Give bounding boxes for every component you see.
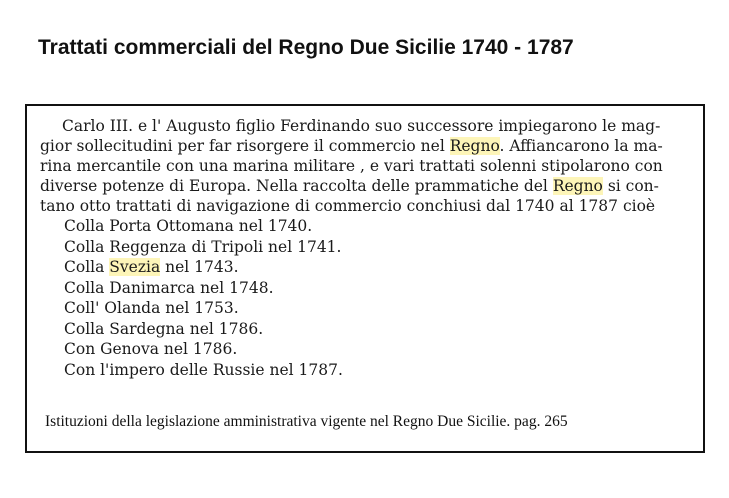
treaty-list xyxy=(40,216,662,380)
treaty-item: Con l'impero delle Russie nel 1787. xyxy=(64,360,343,379)
paragraph-line-4-text-b: si con- xyxy=(602,177,659,195)
paragraph-line-1: Carlo III. e l' Augusto figlio Ferdinando suo successore impiegarono le mag- xyxy=(62,117,661,135)
treaty-item: Colla Porta Ottomana nel 1740. xyxy=(64,217,313,235)
treaty-item-text-b: nel 1743. xyxy=(160,258,239,276)
treaty-item: Con Genova nel 1786. xyxy=(64,340,238,358)
paragraph-line-3: rina mercantile con una marina militare , e vari trattati solenni stipolarono con xyxy=(40,157,663,175)
treaty-item xyxy=(40,257,662,278)
source-caption: Istituzioni della legislazione amministrativa vigente nel Regno Due Sicilie. pag. 265 xyxy=(45,413,568,430)
scanned-text-block xyxy=(40,116,662,380)
highlight-svezia: Svezia xyxy=(109,258,161,276)
page-title: Trattati commerciali del Regno Due Sicilie 1740 - 1787 xyxy=(38,36,574,59)
treaty-item: Colla Sardegna nel 1786. xyxy=(64,319,264,338)
paragraph-line-2-text-a: gior sollecitudini per far risorgere il commercio nel xyxy=(40,137,450,155)
paragraph-line-4 xyxy=(40,176,662,196)
paragraph-line-4-text-a: diverse potenze di Europa. Nella raccolta delle prammatiche del xyxy=(40,177,553,195)
treaty-item-text-a: Colla xyxy=(64,258,110,276)
paragraph-line-2 xyxy=(40,136,662,156)
treaty-item: Coll' Olanda nel 1753. xyxy=(64,299,239,317)
treaty-item: Colla Reggenza di Tripoli nel 1741. xyxy=(64,237,342,256)
paragraph-line-2-text-b: . Affiancarono la ma- xyxy=(499,137,663,155)
highlight-regno-2: Regno xyxy=(552,177,603,195)
highlight-regno-1: Regno xyxy=(449,137,500,155)
treaty-item: Colla Danimarca nel 1748. xyxy=(64,278,274,297)
paragraph-line-5: tano otto trattati di navigazione di commercio conchiusi dal 1740 al 1787 cioè xyxy=(40,197,656,215)
